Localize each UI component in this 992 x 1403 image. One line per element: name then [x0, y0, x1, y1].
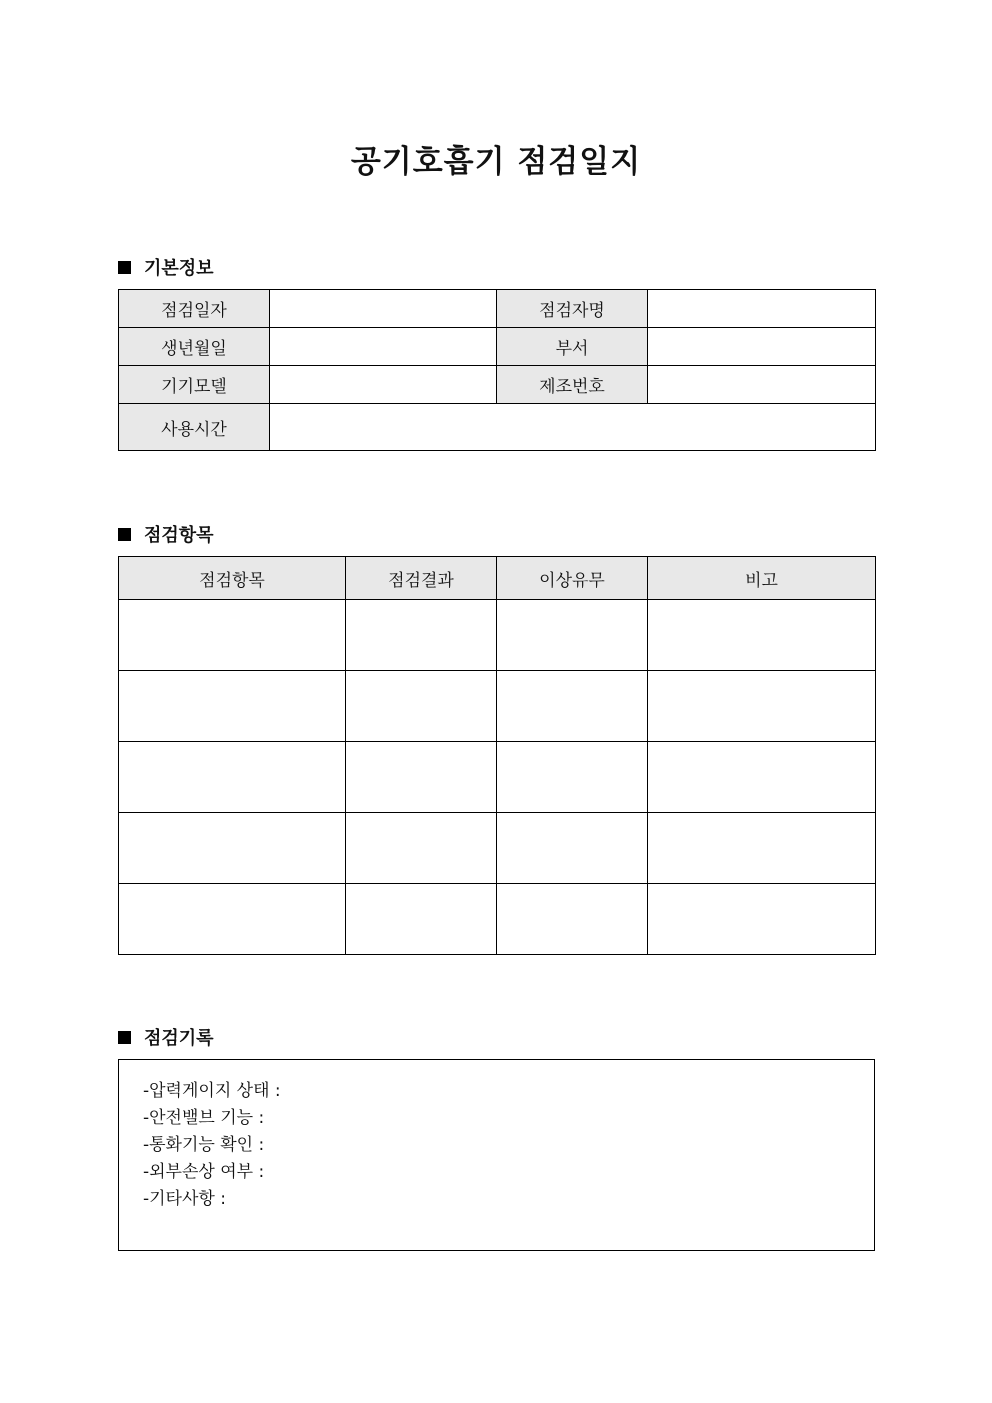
abnormality-cell[interactable] [497, 813, 648, 884]
table-row [119, 813, 876, 884]
section-heading-basic-info [118, 254, 214, 280]
table-row [119, 404, 876, 451]
remarks-cell[interactable] [648, 742, 876, 813]
table-row [119, 884, 876, 955]
remarks-cell[interactable] [648, 813, 876, 884]
square-bullet-icon [118, 261, 131, 274]
table-row [119, 671, 876, 742]
table-row [119, 742, 876, 813]
usage-time-field[interactable] [270, 404, 876, 451]
inspection-records-box[interactable] [118, 1059, 875, 1251]
column-header-abnormality: 이상유무 [497, 557, 648, 600]
item-cell[interactable] [119, 600, 346, 671]
result-cell[interactable] [346, 884, 497, 955]
section-heading-inspection-records [118, 1024, 214, 1050]
birth-date-label: 생년월일 [119, 328, 270, 366]
usage-time-label: 사용시간 [119, 404, 270, 451]
square-bullet-icon [118, 1031, 131, 1044]
item-cell[interactable] [119, 813, 346, 884]
abnormality-cell[interactable] [497, 600, 648, 671]
remarks-cell[interactable] [648, 671, 876, 742]
inspector-name-label: 점검자명 [497, 290, 648, 328]
section-heading-label: 점검항목 [144, 525, 214, 546]
abnormality-cell[interactable] [497, 671, 648, 742]
section-heading-inspection-items [118, 521, 214, 547]
record-line-pressure-gauge: -압력게이지 상태 : [143, 1081, 281, 1101]
device-model-label: 기기모델 [119, 366, 270, 404]
section-heading-label: 점검기록 [144, 1028, 214, 1049]
item-cell[interactable] [119, 671, 346, 742]
result-cell[interactable] [346, 671, 497, 742]
basic-info-table [118, 289, 876, 451]
item-cell[interactable] [119, 884, 346, 955]
square-bullet-icon [118, 528, 131, 541]
table-row [119, 600, 876, 671]
birth-date-field[interactable] [270, 328, 497, 366]
page-title: 공기호흡기 점검일지 [350, 144, 642, 180]
table-row [119, 366, 876, 404]
inspection-date-field[interactable] [270, 290, 497, 328]
table-row [119, 290, 876, 328]
result-cell[interactable] [346, 813, 497, 884]
inspection-date-label: 점검일자 [119, 290, 270, 328]
result-cell[interactable] [346, 600, 497, 671]
column-header-item: 점검항목 [119, 557, 346, 600]
table-header-row [119, 557, 876, 600]
inspector-name-field[interactable] [648, 290, 876, 328]
device-model-field[interactable] [270, 366, 497, 404]
serial-number-label: 제조번호 [497, 366, 648, 404]
column-header-remarks: 비고 [648, 557, 876, 600]
record-line-safety-valve: -안전밸브 기능 : [143, 1108, 265, 1128]
record-line-other-notes: -기타사항 : [143, 1189, 226, 1209]
department-label: 부서 [497, 328, 648, 366]
abnormality-cell[interactable] [497, 884, 648, 955]
table-row [119, 328, 876, 366]
record-line-communication: -통화기능 확인 : [143, 1135, 265, 1155]
abnormality-cell[interactable] [497, 742, 648, 813]
record-line-external-damage: -외부손상 여부 : [143, 1162, 265, 1182]
remarks-cell[interactable] [648, 600, 876, 671]
remarks-cell[interactable] [648, 884, 876, 955]
column-header-result: 점검결과 [346, 557, 497, 600]
section-heading-label: 기본정보 [144, 258, 214, 279]
item-cell[interactable] [119, 742, 346, 813]
serial-number-field[interactable] [648, 366, 876, 404]
result-cell[interactable] [346, 742, 497, 813]
department-field[interactable] [648, 328, 876, 366]
inspection-items-table [118, 556, 876, 955]
